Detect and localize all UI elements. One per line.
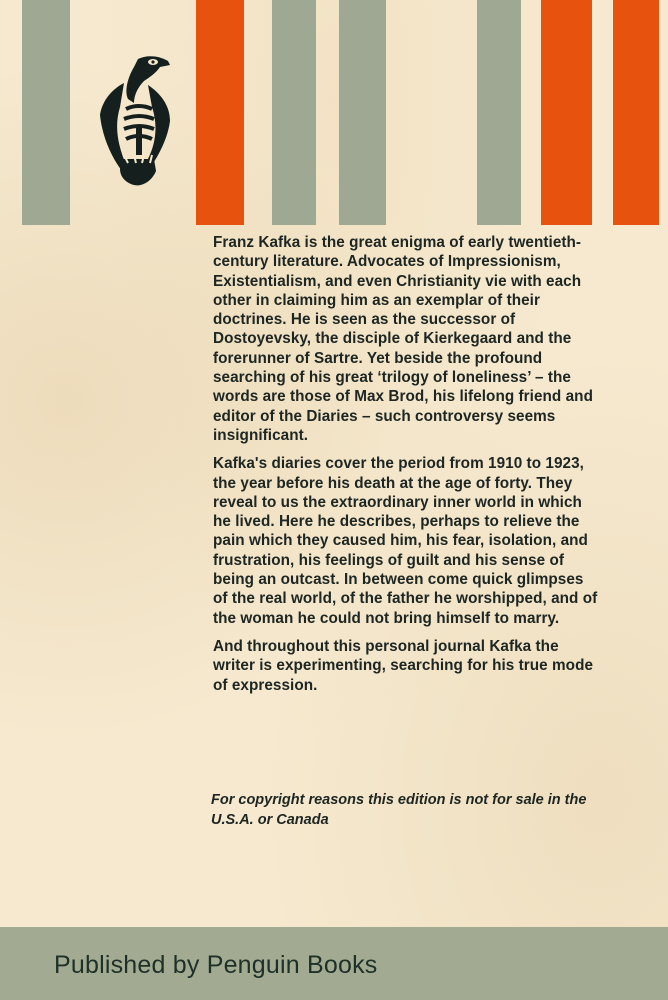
copyright-notice: For copyright reasons this edition is not for sale in the U.S.A. or Canada [211,792,587,828]
stripe-gray-2 [272,0,316,225]
stripe-orange-1 [196,0,244,225]
blurb-text [213,233,598,704]
stripe-gray-3 [339,0,386,225]
stripe-orange-3 [613,0,659,225]
blurb-paragraph-3: And throughout this personal journal Kafka the writer is experimenting, searching for his true mode of expression. [213,637,594,694]
stripe-gray-4 [477,0,521,225]
publisher-label: Published by Penguin Books [54,951,378,979]
peregrine-falcon-icon [98,55,172,187]
stripe-gray-1 [22,0,70,225]
publisher-band [0,927,668,1000]
stripe-orange-2 [541,0,592,225]
blurb-paragraph-1: Franz Kafka is the great enigma of early twentieth-century literature. Advocates of Impressionism, Existentialism, and even Christianity vie with each other in claiming him as an exemplar of their doctrines. He is seen as the successor of Dostoyevsky, the disciple of Kierkegaard and the forerunner of Sartre. Yet beside the profound searching of his great ‘trilogy of loneliness’ – the words are those of Max Brod, his lifelong friend and editor of the Diaries – such controversy seems insignificant. [213,234,593,444]
blurb-paragraph-2: Kafka's diaries cover the period from 1910 to 1923, the year before his death at the age of forty. They reveal to us the extraordinary inner world in which he lived. Here he describes, perhaps to relieve the pain which they caused him, his fear, isolation, and frustration, his feelings of guilt and his sense of being an outcast. In between come quick glimpses of the real world, of the father he worshipped, and of the woman he could not bring himself to marry. [213,455,598,627]
